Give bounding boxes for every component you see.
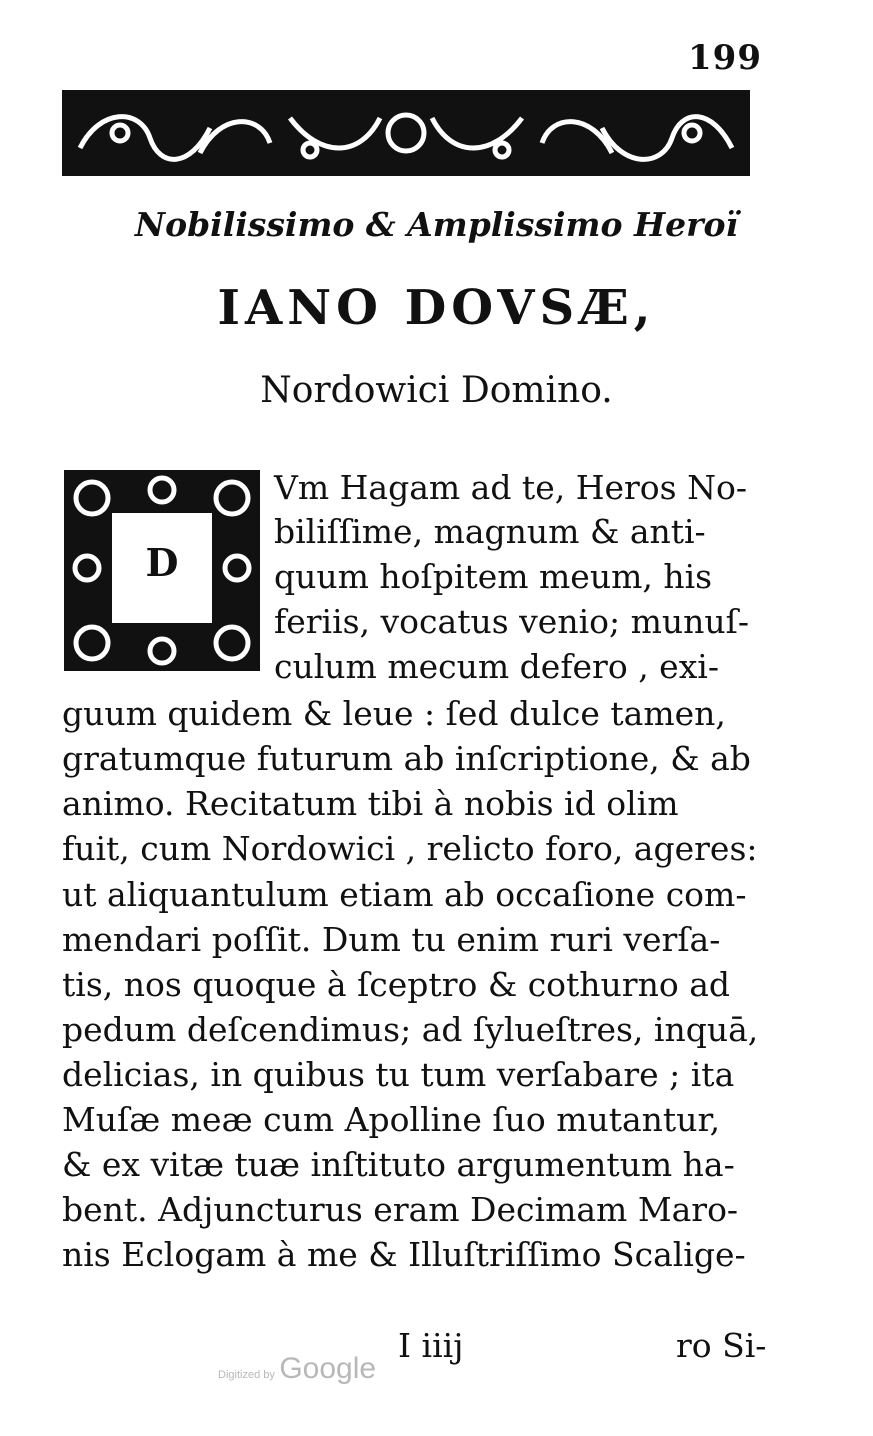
text-line: Vm Hagam ad te, Heros No- [274, 468, 747, 507]
ornamental-headpiece [60, 88, 752, 178]
text-line: animo. Recitatum tibi à nobis id olim [62, 784, 679, 823]
text-line: gratumque futurum ab inſcriptione, & ab [62, 739, 751, 778]
text-line: & ex vitæ tuæ inſtituto argumentum ha- [62, 1145, 735, 1184]
page-number: 199 [688, 38, 762, 78]
dedicatee-name: IANO DOVSÆ, [217, 280, 656, 336]
text-line: quum hoſpitem meum, his [274, 557, 713, 596]
text-line: culum mecum defero , exi- [274, 647, 720, 686]
text-line: Muſæ meæ cum Apolline ſuo mutantur, [62, 1100, 721, 1139]
text-line: biliſſime, magnum & anti- [274, 512, 706, 551]
watermark-prefix: Digitized by [218, 1369, 275, 1381]
signature-mark: I iiij [398, 1326, 464, 1365]
text-line: mendari poſſit. Dum tu enim ruri verſa- [62, 920, 721, 959]
digitization-watermark [218, 1352, 376, 1386]
text-line: nis Eclogam à me & Illuſtriſſimo Scalige- [62, 1235, 746, 1274]
text-line: delicias, in quibus tu tum verſabare ; ita [62, 1055, 735, 1094]
text-line: ut aliquantulum etiam ab occaſione com- [62, 875, 747, 914]
text-line: bent. Adjuncturus eram Decimam Maro- [62, 1190, 739, 1229]
text-line: guum quidem & leue : ſed dulce tamen, [62, 694, 726, 733]
drop-cap-letter: D [145, 540, 179, 585]
text-line: feriis, vocatus venio; munuſ- [274, 602, 750, 641]
text-line: tis, nos quoque à ſceptro & cothurno ad [62, 965, 730, 1004]
dedication-line: Nobilissimo & Amplissimo Heroï [134, 205, 739, 244]
text-line: fuit, cum Nordowici , relicto foro, ageres: [62, 829, 758, 868]
catchword: ro Si- [676, 1326, 767, 1365]
dedicatee-title: Nordowici Domino. [260, 370, 613, 411]
watermark-brand: Google [279, 1352, 377, 1385]
text-line: pedum deſcendimus; ad ſylueſtres, inquā, [62, 1010, 759, 1049]
